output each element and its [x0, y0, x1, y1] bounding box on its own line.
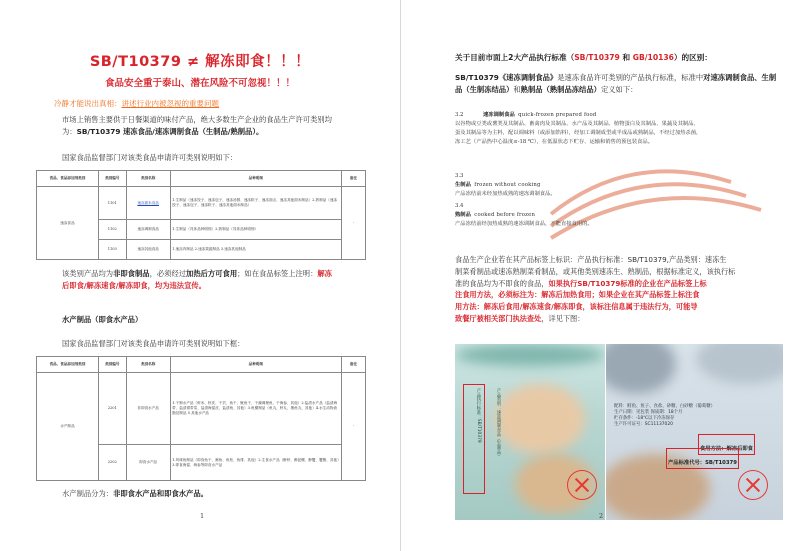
- definition-term: 生制品: [455, 182, 471, 188]
- name-cell: 速冻面米食品: [137, 200, 159, 205]
- para-bold: 非即食制品: [113, 269, 150, 278]
- heading-text: ）的区别：: [673, 53, 712, 62]
- lead-bold: 熟制品（熟制品冻结品）: [520, 84, 601, 94]
- definition-title: [455, 211, 785, 220]
- labeling-paragraph: [455, 254, 781, 325]
- blurred-food-blob: [495, 384, 585, 454]
- classify-bold: 非即食水产品和即食水产品。: [113, 489, 208, 498]
- definition-number: 3.4: [455, 203, 464, 209]
- definition-english: cooked before frozen: [474, 212, 536, 218]
- product-photo-right: [606, 344, 783, 520]
- heading-text: 和: [619, 53, 633, 62]
- definition-text: 以谷物或豆类或薯类及其制品、畜禽肉及其制品、水产品及其制品、植物蛋白及其制品、果蔬及其制品、: [455, 121, 699, 127]
- code-cell: 2201: [98, 373, 126, 445]
- table-header: 备注: [342, 357, 366, 373]
- usage-text: 食用方法：解冻后即食: [700, 446, 753, 452]
- table-header: 食品、食品添加剂类别: [37, 171, 99, 187]
- aquatic-classification: [62, 488, 208, 500]
- para-line: 用方法：解冻后食用/解冻速食/解冻即食，该标注信息属于违法行为，可能导: [455, 302, 698, 312]
- table-header-row: [37, 357, 366, 373]
- intro-line-2-bold: SB/T10379 速冻食品/速冻调制食品（生制品/熟制品）。: [76, 127, 264, 136]
- definition-number: 3.2: [455, 112, 464, 118]
- page-number: 1: [200, 512, 205, 520]
- name-cell: 速冻调制食品: [126, 220, 170, 240]
- table-header: 品种明细: [170, 171, 341, 187]
- prohibited-cross-icon: [738, 470, 768, 500]
- intro-line-2: [62, 126, 382, 138]
- definition-title: [455, 111, 785, 120]
- para-line: [455, 313, 781, 325]
- para-line: 注食用方法，必须标注为：解冻后加热食用；如果企业在其产品标签上标注食: [455, 290, 700, 300]
- para-text: 准的食品均为不即食的食品，: [455, 278, 549, 288]
- label-line: 贮存条件：-18℃以下冷冻保存: [614, 416, 675, 421]
- definition-text: 产品冻结前未经加热成熟的速冻调制食品。: [455, 191, 556, 197]
- left-label-category: 产品类别：速冻调制食品（生制品）: [496, 388, 501, 459]
- name-cell: 即食水产品: [126, 445, 170, 481]
- table-header: 品种明细: [170, 357, 341, 373]
- detail-cell: 1.干制水产品（虾米、虾皮、干贝、鱼干、鱿鱼干、干燥调理鱼、干海参、其他）2.盐渍水产品（盐渍海带、盐渍裙带菜、盐渍海蜇皮、盐渍鱼、其他）3.鱼糜制品（鱼丸、虾丸、墨鱼丸、其他）4.水生动物油脂及制品 5.其他水产品: [170, 373, 341, 445]
- prohibited-cross-icon: [567, 470, 597, 500]
- code-cell: 1102: [98, 220, 126, 240]
- non-ready-to-eat-paragraph: [62, 268, 392, 292]
- para-text: ，详见下图：: [541, 313, 585, 323]
- license-category-table-1: [36, 170, 366, 260]
- blurred-band: [696, 344, 783, 384]
- definition-3-4: [455, 202, 785, 229]
- table-header: 类别名称: [126, 357, 170, 373]
- heading-standard-1: SB/T10379: [574, 53, 620, 62]
- page-title: SB/T10379 ≠ 解冻即食！！！: [89, 54, 311, 70]
- para-red: 如果执行SB/T10379标准的企业在产品标签上标: [548, 278, 707, 288]
- lead-bold: 对速冻调制食品、生制品（生制冻结品）: [455, 73, 777, 94]
- license-category-table-2: [36, 356, 366, 481]
- standard-code-text: 产品标准代号：SB/T10379: [668, 460, 737, 466]
- table-row: [37, 373, 366, 445]
- heading-standard-2: GB/10136: [632, 53, 674, 62]
- name-cell: 非即食水产品: [126, 373, 170, 445]
- para-red: 致餐厅被相关部门执法查处: [455, 313, 542, 323]
- detail-cell: 1.速冻肉制品 2.速冻果蔬制品 3.速冻其他制品: [170, 240, 341, 260]
- name-cell: 速冻其他食品: [126, 240, 170, 260]
- definition-text: 蛋及其制品等为主料，配以调味料（或添加馅料），经加工调制成型或半成品或熟制品，不经过加热杀菌，: [455, 130, 702, 136]
- note-underlined: 讲述行业内被忽视的重要问题: [121, 99, 219, 108]
- table-header-row: [37, 171, 366, 187]
- left-label-standard: 产品执行标准：SB/T10379: [476, 388, 481, 443]
- definition-english: quick-frozen prepared food: [518, 112, 597, 118]
- code-cell: 2202: [98, 445, 126, 481]
- remark-cell: -: [342, 187, 366, 260]
- classify-prefix: 水产制品分为：: [62, 489, 114, 498]
- remark-cell: -: [342, 373, 366, 481]
- detail-cell: 1.生制品（具体品种明细）2.熟制品（具体品种明细）: [170, 220, 341, 240]
- label-line: 生产许可证号：SC11137020: [614, 422, 673, 427]
- category-cell: 速冻食品: [37, 187, 99, 260]
- definition-text: 冻工艺（产品热中心温度≤-18 ℃），在低温状态下贮存、运输和销售的预包装食品。: [455, 139, 654, 145]
- lead-bold: 《速冻调制食品》: [498, 73, 558, 82]
- note-prefix: 冷静才能说出真相：: [54, 99, 122, 108]
- lead-text: 是速冻食品许可类别的产品执行标准，标准中: [557, 73, 704, 82]
- definition-term: 速冻调制食品: [483, 112, 515, 118]
- blurred-band: [606, 344, 676, 394]
- lead-text: 定义如下：: [600, 84, 638, 94]
- para-line-1: [62, 268, 392, 280]
- para-red: 解冻: [317, 269, 332, 278]
- para-line-2: 后即食/解冻速食/解冻即食，均为违法宣传。: [62, 281, 206, 290]
- blurred-band: [455, 344, 605, 366]
- lead-text: 和: [513, 84, 521, 94]
- definition-english: frozen without cooking: [474, 182, 541, 188]
- definition-number: 3.3: [455, 173, 464, 179]
- intro-line-2-prefix: 为：: [62, 127, 77, 136]
- page-subtitle: 食品安全重于泰山、潜在风险不可忽视！！！: [104, 78, 295, 89]
- table-header: 食品、食品添加剂类别: [37, 357, 99, 373]
- document-page-2: [400, 0, 800, 551]
- intro-line-1: 市场上销售主要供于日餐渠道的味付产品，绝大多数生产企业的食品生产许可类别均: [62, 115, 332, 124]
- table-header: 类别编号: [98, 357, 126, 373]
- para-line: 食品生产企业若在其产品标签上标识：产品执行标准：SB/T10379,产品类别：速冻生: [455, 255, 727, 264]
- intro-note: [54, 98, 219, 109]
- table-header: 类别编号: [98, 171, 126, 187]
- definition-title: [455, 202, 785, 211]
- highlight-box-standard: [666, 448, 739, 469]
- category-cell: 水产制品: [37, 373, 99, 481]
- heading-text: 关于目前市面上2大产品执行标准（: [455, 53, 575, 62]
- table-row: [37, 187, 366, 220]
- label-lines: [614, 404, 774, 428]
- label-line: 配料：鳕鱼、鱼子、食盐、砂糖、白砂糖（葡萄糖）: [614, 404, 715, 409]
- definition-3-2: [455, 111, 785, 147]
- definition-title: [455, 181, 785, 190]
- section-title: 水产制品（即食水产品）: [62, 315, 143, 324]
- detail-cell: 1.生制品（速冻饺子、速冻包子、速冻汤圆、速冻粽子、速冻面点、速冻其他面米制品）2.熟制品（速冻饺子、速冻包子、速冻粽子、速冻其他面米制品）: [170, 187, 341, 220]
- lead-bold: SB/T10379: [455, 73, 499, 82]
- definition-title: [455, 172, 785, 181]
- definition-text: 产品冻结前经加热成熟的速冻调制食品，不能直接食用的。: [455, 221, 593, 227]
- code-cell: 1103: [98, 240, 126, 260]
- detail-cell: 1.风味鱼制品（即食鱼干、熏鱼、鱼松、鱼排、其他）2.生食水产品（醉虾、醉泥螺、醉蟹、蟹酱、其他）3.即食海蜇、海参等即食水产品: [170, 445, 341, 481]
- para-text: ；如在食品标签上注明：: [237, 269, 318, 278]
- state-note-1: 国家食品监督部门对该类食品申请许可类别说明如下：: [62, 153, 238, 162]
- para-bold: 加热后方可食用: [186, 269, 238, 278]
- table-header: 类别名称: [126, 171, 170, 187]
- definition-3-3: [455, 172, 785, 199]
- para-line: [455, 278, 781, 290]
- product-photo-left: [455, 344, 605, 520]
- code-cell: 1101: [98, 187, 126, 220]
- page-number: 2: [599, 512, 604, 520]
- para-text: ，必须经过: [149, 269, 187, 278]
- intro-paragraph: [62, 114, 382, 138]
- label-line: 生产日期：见包装 保质期：18个月: [614, 410, 683, 415]
- state-note-2: 国家食品监督部门对该类食品申请许可类别说明如下框：: [62, 339, 245, 348]
- definition-term: 熟制品: [455, 212, 471, 218]
- para-line: 制菜肴制品或速冻熟制菜肴制品，或其他类别速冻生、熟制品，根据标准定义，该执行标: [455, 266, 736, 276]
- para-text: 该类别产品均为: [62, 269, 114, 278]
- table-header: 备注: [342, 171, 366, 187]
